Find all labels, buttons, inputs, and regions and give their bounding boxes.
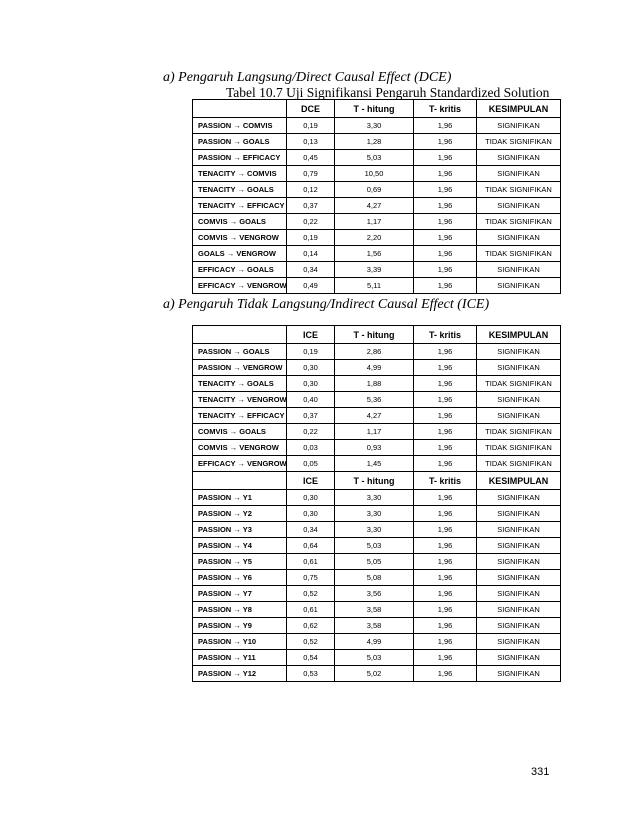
table-cell: 0,52 (287, 586, 335, 602)
path-label-cell: PASSION → GOALS (193, 134, 287, 150)
column-header (193, 326, 287, 344)
column-header: T- kritis (414, 472, 477, 490)
column-header: KESIMPULAN (477, 326, 561, 344)
table-cell: 3,56 (335, 586, 414, 602)
table-cell: 1,96 (414, 650, 477, 666)
table-cell: 0,37 (287, 408, 335, 424)
table-cell: 1,96 (414, 440, 477, 456)
table-row (193, 538, 561, 554)
table-cell: 0,40 (287, 392, 335, 408)
table-cell: 4,27 (335, 198, 414, 214)
table-header-row (193, 326, 561, 344)
path-label-cell: PASSION → Y8 (193, 602, 287, 618)
table-cell: 0,52 (287, 634, 335, 650)
path-label-cell: EFFICACY → VENGROW (193, 456, 287, 472)
table-cell: 1,96 (414, 376, 477, 392)
table-cell: SIGNIFIKAN (477, 538, 561, 554)
table-row (193, 278, 561, 294)
column-header: ICE (287, 472, 335, 490)
table-row (193, 424, 561, 440)
column-header: T - hitung (335, 326, 414, 344)
table-cell: 0,13 (287, 134, 335, 150)
table-cell: 1,96 (414, 666, 477, 682)
table-cell: 0,22 (287, 214, 335, 230)
path-label-cell: PASSION → Y1 (193, 490, 287, 506)
table-row (193, 344, 561, 360)
table-row (193, 602, 561, 618)
table-cell: 1,96 (414, 150, 477, 166)
table-cell: 1,96 (414, 198, 477, 214)
column-header: T - hitung (335, 100, 414, 118)
table-cell: SIGNIFIKAN (477, 522, 561, 538)
table-row (193, 440, 561, 456)
table-cell: 0,30 (287, 490, 335, 506)
table-cell: SIGNIFIKAN (477, 618, 561, 634)
table-row (193, 666, 561, 682)
table-row (193, 586, 561, 602)
path-label-cell: COMVIS → GOALS (193, 424, 287, 440)
table-cell: TIDAK SIGNIFIKAN (477, 456, 561, 472)
table-cell: SIGNIFIKAN (477, 602, 561, 618)
table-cell: 5,36 (335, 392, 414, 408)
table-row (193, 506, 561, 522)
table-cell: 4,27 (335, 408, 414, 424)
table-cell: 0,93 (335, 440, 414, 456)
table-cell: 0,53 (287, 666, 335, 682)
table-cell: 5,11 (335, 278, 414, 294)
table-cell: TIDAK SIGNIFIKAN (477, 376, 561, 392)
table-header-row (193, 472, 561, 490)
table-cell: 1,96 (414, 506, 477, 522)
table-cell: 0,22 (287, 424, 335, 440)
table-cell: 1,96 (414, 134, 477, 150)
table-cell: 0,49 (287, 278, 335, 294)
column-header: ICE (287, 326, 335, 344)
table-cell: SIGNIFIKAN (477, 360, 561, 376)
path-label-cell: EFFICACY → GOALS (193, 262, 287, 278)
table-cell: 0,61 (287, 602, 335, 618)
table-cell: 5,02 (335, 666, 414, 682)
table-cell: 0,19 (287, 230, 335, 246)
table-cell: 1,96 (414, 456, 477, 472)
column-header: DCE (287, 100, 335, 118)
table-cell: 0,75 (287, 570, 335, 586)
table-row (193, 456, 561, 472)
table-cell: TIDAK SIGNIFIKAN (477, 182, 561, 198)
table-cell: 1,96 (414, 408, 477, 424)
dce-table (192, 99, 561, 294)
column-header: T- kritis (414, 326, 477, 344)
table-cell: SIGNIFIKAN (477, 490, 561, 506)
path-label-cell: TENACITY → VENGROW (193, 392, 287, 408)
table-cell: 0,19 (287, 344, 335, 360)
path-label-cell: PASSION → Y6 (193, 570, 287, 586)
table-cell: SIGNIFIKAN (477, 634, 561, 650)
path-label-cell: COMVIS → GOALS (193, 214, 287, 230)
table-cell: 0,61 (287, 554, 335, 570)
table-row (193, 650, 561, 666)
table-cell: 1,96 (414, 618, 477, 634)
column-header (193, 100, 287, 118)
table-cell: 1,56 (335, 246, 414, 262)
table-cell: TIDAK SIGNIFIKAN (477, 246, 561, 262)
table-cell: 3,39 (335, 262, 414, 278)
table-cell: 0,03 (287, 440, 335, 456)
table-cell: 0,30 (287, 506, 335, 522)
path-label-cell: PASSION → VENGROW (193, 360, 287, 376)
column-header: T- kritis (414, 100, 477, 118)
table-cell: 1,96 (414, 522, 477, 538)
table-row (193, 150, 561, 166)
table-row (193, 360, 561, 376)
table-cell: 0,69 (335, 182, 414, 198)
column-header: KESIMPULAN (477, 100, 561, 118)
path-label-cell: PASSION → GOALS (193, 344, 287, 360)
table-cell: 10,50 (335, 166, 414, 182)
table-cell: 1,45 (335, 456, 414, 472)
table-cell: 1,28 (335, 134, 414, 150)
path-label-cell: TENACITY → GOALS (193, 182, 287, 198)
table-row (193, 570, 561, 586)
table-cell: TIDAK SIGNIFIKAN (477, 134, 561, 150)
table-cell: 3,58 (335, 602, 414, 618)
table-row (193, 634, 561, 650)
ice-table (192, 325, 561, 682)
table-cell: 1,96 (414, 344, 477, 360)
table-cell: SIGNIFIKAN (477, 278, 561, 294)
table-cell: 0,64 (287, 538, 335, 554)
table-cell: 0,45 (287, 150, 335, 166)
path-label-cell: PASSION → Y7 (193, 586, 287, 602)
path-label-cell: PASSION → Y9 (193, 618, 287, 634)
table-cell: 1,96 (414, 278, 477, 294)
table-cell: 1,88 (335, 376, 414, 392)
table-row (193, 246, 561, 262)
table-cell: 5,03 (335, 150, 414, 166)
path-label-cell: GOALS → VENGROW (193, 246, 287, 262)
table-cell: 1,96 (414, 118, 477, 134)
table-cell: 5,03 (335, 650, 414, 666)
table-cell: 1,96 (414, 538, 477, 554)
table-cell: SIGNIFIKAN (477, 262, 561, 278)
table-cell: 1,96 (414, 602, 477, 618)
table-cell: 0,79 (287, 166, 335, 182)
page-number: 331 (531, 766, 550, 778)
path-label-cell: PASSION → Y2 (193, 506, 287, 522)
path-label-cell: TENACITY → EFFICACY (193, 198, 287, 214)
table-cell: 1,96 (414, 490, 477, 506)
path-label-cell: PASSION → EFFICACY (193, 150, 287, 166)
path-label-cell: PASSION → Y12 (193, 666, 287, 682)
table-cell: 1,96 (414, 586, 477, 602)
column-header (193, 472, 287, 490)
table-cell: SIGNIFIKAN (477, 554, 561, 570)
table-cell: 1,96 (414, 230, 477, 246)
table-cell: 3,58 (335, 618, 414, 634)
table-header-row (193, 100, 561, 118)
table-cell: 1,96 (414, 246, 477, 262)
path-label-cell: PASSION → Y5 (193, 554, 287, 570)
table-cell: 1,96 (414, 262, 477, 278)
dce-heading: a) Pengaruh Langsung/Direct Causal Effect (DCE) (163, 70, 452, 85)
table-cell: 2,20 (335, 230, 414, 246)
path-label-cell: COMVIS → VENGROW (193, 230, 287, 246)
table-cell: SIGNIFIKAN (477, 506, 561, 522)
table-cell: 3,30 (335, 522, 414, 538)
table-cell: 1,96 (414, 166, 477, 182)
table-cell: 0,34 (287, 262, 335, 278)
table-row (193, 214, 561, 230)
table-cell: 0,30 (287, 376, 335, 392)
path-label-cell: PASSION → Y11 (193, 650, 287, 666)
path-label-cell: PASSION → Y10 (193, 634, 287, 650)
table-row (193, 134, 561, 150)
table-cell: 1,96 (414, 214, 477, 230)
table-cell: 0,34 (287, 522, 335, 538)
table-cell: 3,30 (335, 506, 414, 522)
table-cell: 1,17 (335, 424, 414, 440)
table-cell: 2,86 (335, 344, 414, 360)
table-cell: SIGNIFIKAN (477, 166, 561, 182)
table-row (193, 198, 561, 214)
table-row (193, 522, 561, 538)
table-cell: 5,03 (335, 538, 414, 554)
path-label-cell: PASSION → Y4 (193, 538, 287, 554)
table-row (193, 118, 561, 134)
table-cell: TIDAK SIGNIFIKAN (477, 214, 561, 230)
table-cell: SIGNIFIKAN (477, 344, 561, 360)
table-cell: 0,54 (287, 650, 335, 666)
table-cell: SIGNIFIKAN (477, 392, 561, 408)
table-cell: SIGNIFIKAN (477, 150, 561, 166)
table-row (193, 166, 561, 182)
table-cell: SIGNIFIKAN (477, 650, 561, 666)
path-label-cell: PASSION → Y3 (193, 522, 287, 538)
table-cell: 0,30 (287, 360, 335, 376)
path-label-cell: TENACITY → GOALS (193, 376, 287, 392)
table-cell: SIGNIFIKAN (477, 666, 561, 682)
table-cell: TIDAK SIGNIFIKAN (477, 424, 561, 440)
path-label-cell: PASSION → COMVIS (193, 118, 287, 134)
table-cell: 0,12 (287, 182, 335, 198)
table-cell: 4,99 (335, 634, 414, 650)
table-row (193, 262, 561, 278)
table-cell: 1,96 (414, 182, 477, 198)
column-header: T - hitung (335, 472, 414, 490)
table-cell: TIDAK SIGNIFIKAN (477, 440, 561, 456)
table-cell: 1,96 (414, 424, 477, 440)
column-header: KESIMPULAN (477, 472, 561, 490)
table-caption: Tabel 10.7 Uji Signifikansi Pengaruh Standardized Solution (226, 85, 550, 100)
path-label-cell: TENACITY → EFFICACY (193, 408, 287, 424)
table-cell: 3,30 (335, 490, 414, 506)
table-row (193, 490, 561, 506)
table-cell: SIGNIFIKAN (477, 570, 561, 586)
table-cell: 0,62 (287, 618, 335, 634)
table-cell: SIGNIFIKAN (477, 408, 561, 424)
table-row (193, 554, 561, 570)
table-cell: SIGNIFIKAN (477, 118, 561, 134)
table-cell: 0,19 (287, 118, 335, 134)
table-row (193, 618, 561, 634)
table-cell: 0,37 (287, 198, 335, 214)
table-cell: 5,08 (335, 570, 414, 586)
path-label-cell: COMVIS → VENGROW (193, 440, 287, 456)
table-cell: 1,96 (414, 634, 477, 650)
table-row (193, 376, 561, 392)
table-row (193, 182, 561, 198)
ice-heading: a) Pengaruh Tidak Langsung/Indirect Causal Effect (ICE) (163, 297, 490, 312)
path-label-cell: TENACITY → COMVIS (193, 166, 287, 182)
table-cell: 3,30 (335, 118, 414, 134)
table-cell: SIGNIFIKAN (477, 198, 561, 214)
table-cell: 0,14 (287, 246, 335, 262)
path-label-cell: EFFICACY → VENGROW (193, 278, 287, 294)
table-cell: SIGNIFIKAN (477, 230, 561, 246)
table-cell: 1,17 (335, 214, 414, 230)
table-cell: 1,96 (414, 570, 477, 586)
table-cell: SIGNIFIKAN (477, 586, 561, 602)
table-cell: 1,96 (414, 554, 477, 570)
table-cell: 5,05 (335, 554, 414, 570)
table-row (193, 408, 561, 424)
table-cell: 1,96 (414, 392, 477, 408)
table-cell: 0,05 (287, 456, 335, 472)
table-cell: 1,96 (414, 360, 477, 376)
table-row (193, 392, 561, 408)
table-row (193, 230, 561, 246)
table-cell: 4,99 (335, 360, 414, 376)
